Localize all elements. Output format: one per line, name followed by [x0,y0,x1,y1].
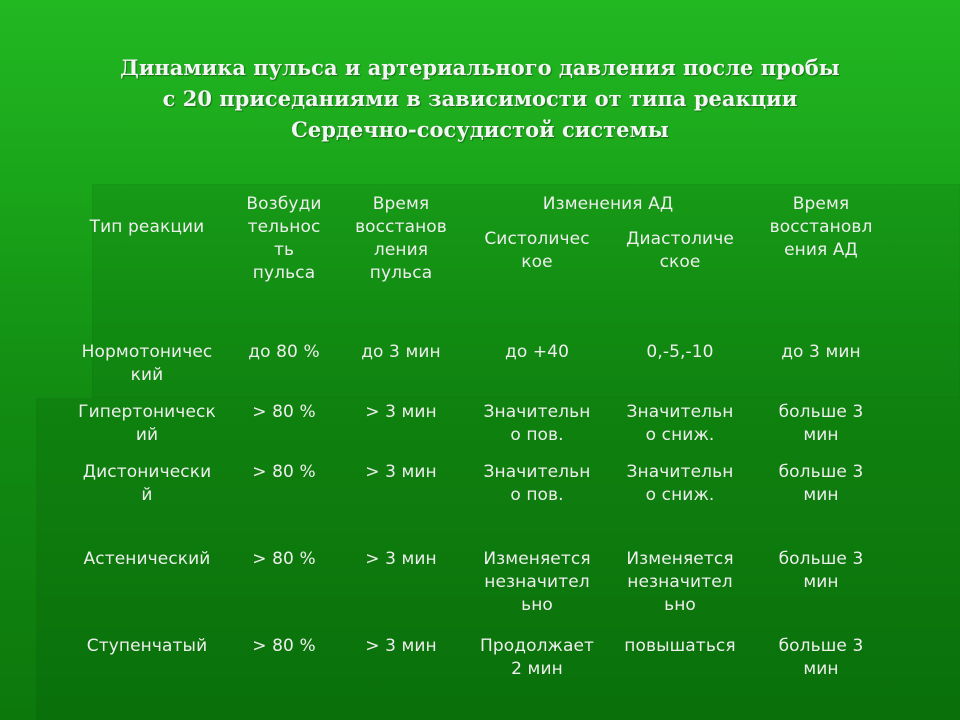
cell-bp-recovery [758,461,884,507]
cell-line: ьно [664,595,696,615]
cell-line: мин [803,425,839,445]
cell-pulse-recovery [344,548,458,571]
header-diastolic-line: ское [659,252,701,272]
cell-pulse-recovery [344,341,458,364]
cell-diastolic [614,635,746,658]
cell-line: Значительн [626,402,734,422]
cell-line: о сниж. [645,485,715,505]
header-excitability [232,193,336,285]
header-pulse-recovery [344,193,458,285]
header-excitability-line: пульса [252,263,316,283]
cell-line: Значительн [483,402,591,422]
cell-line: ий [135,425,159,445]
cell-line: Значительн [626,462,734,482]
header-bp-recovery-line: Время [792,194,850,214]
header-pulse-recovery-line: пульса [369,263,433,283]
header-bp-recovery-line: восстановл [769,217,873,237]
header-excitability-line: Возбуди [246,194,322,214]
cell-bp-recovery [758,548,884,594]
cell-pulse-recovery [344,461,458,484]
cell-type [62,548,232,571]
cell-line: о пов. [510,425,564,445]
cell-excitability [232,341,336,364]
cell-type [62,401,232,447]
header-diastolic-line: Диастоличе [626,229,734,249]
cell-line: Дистонически [82,462,212,482]
cell-line: 2 мин [511,659,563,679]
cell-line: > 3 мин [365,462,437,482]
cell-systolic [472,548,602,617]
cell-excitability [232,401,336,424]
cell-pulse-recovery [344,635,458,658]
cell-line: незначител [484,572,590,592]
header-excitability-line: тельнос [247,217,321,237]
cell-line: до 3 мин [361,342,441,362]
cell-line: й [141,485,153,505]
cell-excitability [232,461,336,484]
header-bp-changes-line: Изменения АД [542,194,674,214]
cell-line: мин [803,485,839,505]
cell-diastolic [614,461,746,507]
cell-systolic [472,461,602,507]
cell-line: > 80 % [252,549,316,569]
cell-type [62,341,232,387]
cell-line: больше 3 [778,636,864,656]
cell-line: больше 3 [778,462,864,482]
slide-title-line-3: Сердечно-сосудистой системы [291,117,669,142]
cell-line: > 3 мин [365,402,437,422]
cell-line: Продолжает [479,636,595,656]
cell-line: Нормотоничес [81,342,213,362]
cell-line: > 3 мин [365,636,437,656]
cell-line: ьно [521,595,553,615]
cell-line: кий [130,365,164,385]
cell-bp-recovery [758,341,884,364]
cell-line: > 80 % [252,636,316,656]
cell-line: незначител [627,572,733,592]
header-systolic [472,228,602,274]
cell-bp-recovery [758,401,884,447]
header-pulse-recovery-line: восстанов [355,217,447,237]
slide-title-line-1: Динамика пульса и артериального давления после пробы [120,55,840,80]
cell-line: Изменяется [626,549,734,569]
cell-line: до 80 % [248,342,320,362]
cell-line: Астенический [83,549,211,569]
header-systolic-line: кое [521,252,553,272]
cell-type [62,635,232,658]
cell-line: > 80 % [252,462,316,482]
cell-diastolic [614,401,746,447]
cell-line: мин [803,659,839,679]
header-pulse-recovery-line: Время [372,194,430,214]
header-type-line: Тип реакции [89,217,205,237]
slide-title-line-2: с 20 приседаниями в зависимости от типа реакции [162,86,798,111]
cell-line: Изменяется [483,549,591,569]
cell-systolic [472,341,602,364]
cell-line: Ступенчатый [86,636,208,656]
header-pulse-recovery-line: ления [373,240,429,260]
cell-line: > 3 мин [365,549,437,569]
cell-line: о сниж. [645,425,715,445]
cell-line: Значительн [483,462,591,482]
cell-line: до +40 [504,342,570,362]
header-bp-changes [470,193,746,216]
cell-excitability [232,635,336,658]
cell-line: 0,-5,-10 [646,342,714,362]
header-diastolic [614,228,746,274]
header-bp-recovery [758,193,884,262]
cell-line: Гипертоническ [78,402,216,422]
cell-bp-recovery [758,635,884,681]
cell-diastolic [614,341,746,364]
header-systolic-line: Систоличес [484,229,590,249]
cell-line: повышаться [624,636,736,656]
cell-line: > 80 % [252,402,316,422]
cell-systolic [472,635,602,681]
cell-line: до 3 мин [781,342,861,362]
cell-line: больше 3 [778,402,864,422]
cell-excitability [232,548,336,571]
header-bp-recovery-line: ения АД [784,240,858,260]
header-excitability-line: ть [273,240,295,260]
cell-line: больше 3 [778,549,864,569]
cell-type [62,461,232,507]
cell-pulse-recovery [344,401,458,424]
cell-line: о пов. [510,485,564,505]
cell-systolic [472,401,602,447]
cell-diastolic [614,548,746,617]
cell-line: мин [803,572,839,592]
header-type [62,216,232,239]
slide-title [0,52,960,145]
